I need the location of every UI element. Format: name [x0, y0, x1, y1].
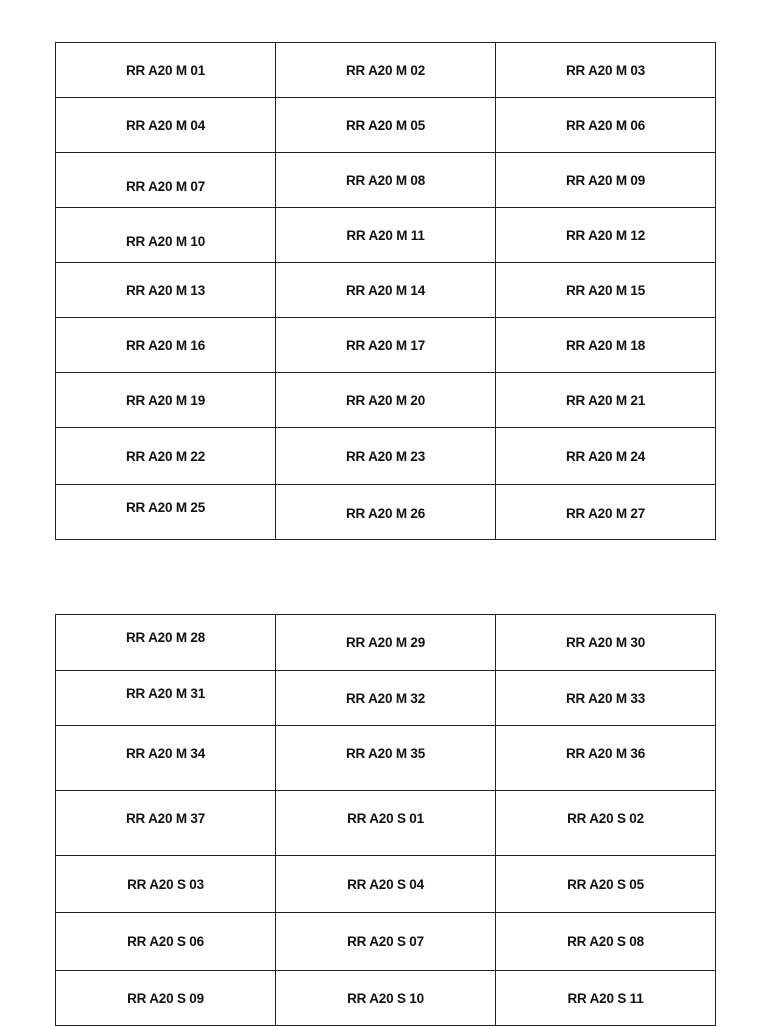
- table-cell: RR A20 M 06: [496, 98, 716, 153]
- table-cell: RR A20 M 15: [496, 263, 716, 318]
- table-cell: RR A20 M 22: [56, 428, 276, 485]
- table-row: [56, 428, 716, 485]
- table-cell: RR A20 M 05: [276, 98, 496, 153]
- table-cell: RR A20 M 31: [56, 671, 276, 726]
- table-cell: RR A20 M 16: [56, 318, 276, 373]
- table-cell: RR A20 M 26: [276, 485, 496, 540]
- table-cell: RR A20 M 17: [276, 318, 496, 373]
- table-cell: RR A20 M 21: [496, 373, 716, 428]
- table-cell: RR A20 M 25: [56, 485, 276, 540]
- table-cell: RR A20 M 03: [496, 43, 716, 98]
- table-row: [56, 153, 716, 208]
- table-cell: RR A20 M 28: [56, 615, 276, 671]
- table-cell: RR A20 M 35: [276, 726, 496, 791]
- table-row: [56, 856, 716, 913]
- table-cell: RR A20 M 30: [496, 615, 716, 671]
- table-cell: RR A20 M 23: [276, 428, 496, 485]
- table-cell: RR A20 M 33: [496, 671, 716, 726]
- table-row: [56, 726, 716, 791]
- table-cell: RR A20 S 05: [496, 856, 716, 913]
- table-row: [56, 263, 716, 318]
- table-cell: RR A20 S 03: [56, 856, 276, 913]
- table-cell: RR A20 S 01: [276, 791, 496, 856]
- table-row: [56, 98, 716, 153]
- table-cell: RR A20 M 24: [496, 428, 716, 485]
- table-cell: RR A20 M 11: [276, 208, 496, 263]
- table-cell: RR A20 M 12: [496, 208, 716, 263]
- table-cell: RR A20 M 10: [56, 208, 276, 263]
- table-cell: RR A20 M 13: [56, 263, 276, 318]
- table-cell: RR A20 M 36: [496, 726, 716, 791]
- table-row: [56, 318, 716, 373]
- table-row: [56, 971, 716, 1026]
- table-row: [56, 671, 716, 726]
- label-table-2: [55, 614, 716, 1026]
- table-cell: RR A20 M 04: [56, 98, 276, 153]
- label-table-1: [55, 42, 716, 540]
- table-cell: RR A20 S 08: [496, 913, 716, 971]
- table-cell: RR A20 M 27: [496, 485, 716, 540]
- table-cell: RR A20 M 07: [56, 153, 276, 208]
- table-cell: RR A20 M 29: [276, 615, 496, 671]
- table-row: [56, 208, 716, 263]
- table-cell: RR A20 M 32: [276, 671, 496, 726]
- table-cell: RR A20 M 09: [496, 153, 716, 208]
- table-cell: RR A20 S 04: [276, 856, 496, 913]
- table-cell: RR A20 S 02: [496, 791, 716, 856]
- table-cell: RR A20 M 02: [276, 43, 496, 98]
- table-cell: RR A20 S 09: [56, 971, 276, 1026]
- table-row: [56, 485, 716, 540]
- table-cell: RR A20 M 34: [56, 726, 276, 791]
- table-cell: RR A20 M 37: [56, 791, 276, 856]
- table-row: [56, 791, 716, 856]
- table-row: [56, 43, 716, 98]
- table-cell: RR A20 S 11: [496, 971, 716, 1026]
- table-cell: RR A20 M 19: [56, 373, 276, 428]
- table-row: [56, 615, 716, 671]
- table-row: [56, 373, 716, 428]
- table-cell: RR A20 S 07: [276, 913, 496, 971]
- table-cell: RR A20 M 18: [496, 318, 716, 373]
- table-cell: RR A20 M 20: [276, 373, 496, 428]
- table-cell: RR A20 S 10: [276, 971, 496, 1026]
- table-cell: RR A20 M 14: [276, 263, 496, 318]
- table-cell: RR A20 S 06: [56, 913, 276, 971]
- table-cell: RR A20 M 01: [56, 43, 276, 98]
- table-cell: RR A20 M 08: [276, 153, 496, 208]
- table-row: [56, 913, 716, 971]
